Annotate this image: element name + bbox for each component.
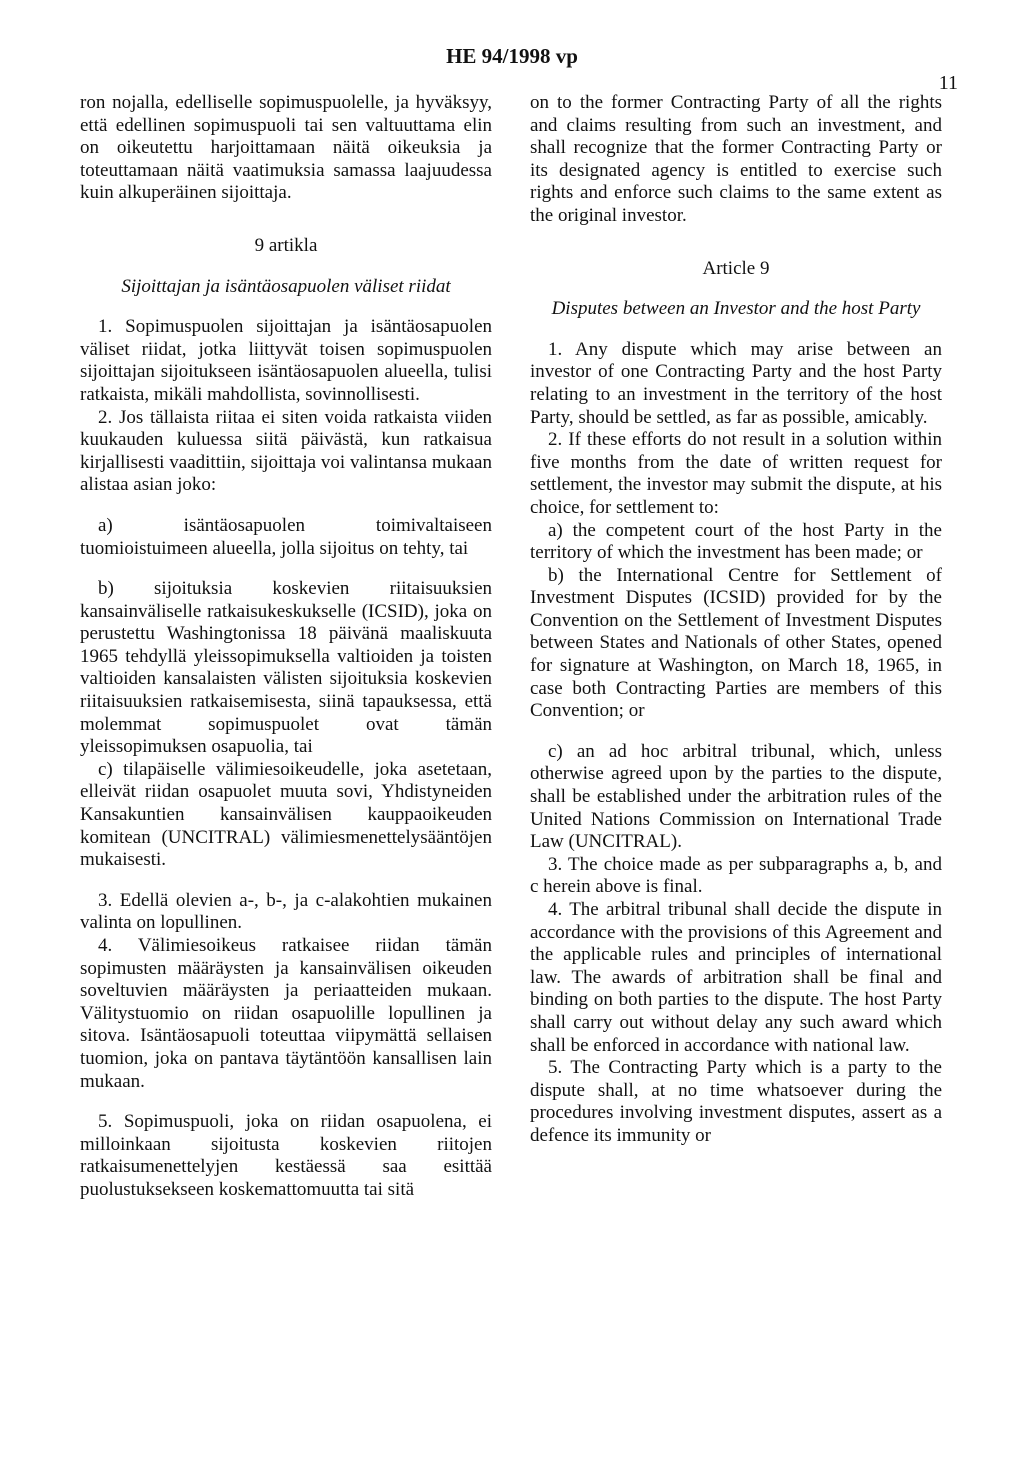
en-subparagraph-a: a) the competent court of the host Party in the territory of which the investment has been made; or bbox=[530, 519, 942, 564]
en-paragraph-3: 3. The choice made as per subparagraphs a, b, and c herein above is final. bbox=[530, 853, 942, 898]
english-column bbox=[530, 92, 942, 1148]
en-paragraph-4: 4. The arbitral tribunal shall decide the dispute in accordance with the provisions of this Agreement and the applicable rules and principles of international law. The awards of arbitration shall be final and binding on both parties to the dispute. The host Party shall carry out without delay any such award which shall be enforced in accordance with national law. bbox=[530, 899, 942, 1056]
page-number: 11 bbox=[938, 72, 958, 94]
en-paragraph-1: 1. Any dispute which may arise between an investor of one Contracting Party and the host Party relating to an investment in the territory of the host Party, should be settled, as far as possible, amicably. bbox=[530, 338, 942, 428]
fi-subparagraph-b: b) sijoituksia koskevien riitaisuuksien kansainväliselle ratkaisukeskukselle (ICSID), joka on perustettu Washingtonissa 18 päivänä maaliskuuta 1965 tehdyllä yleissopimuksella valtioiden ja toisten valtioiden kansalaisten välisten sijoituksia koskevien riitaisuuksien ratkaisemisesta, siinä tapauksessa, että molemmat sopimuspuolet ovat tämän yleissopimuksen osapuolia, tai bbox=[80, 578, 492, 758]
en-subparagraph-b: b) the International Centre for Settlement of Investment Disputes (ICSID) provided for by the Convention on the Settlement of Investment Disputes between States and Nationals of other States, opened for signature at Washington, on March 18, 1965, in case both Contracting Parties are members of this Convention; or bbox=[530, 564, 942, 722]
fi-article-subheading: Sijoittajan ja isäntäosapuolen väliset riidat bbox=[121, 275, 451, 297]
fi-paragraph-4: 4. Välimiesoikeus ratkaisee riidan tämän sopimusten määräysten ja kansainvälisen oikeuden soveltuvien määräysten ja periaatteiden mukaan. Välitystuomio on riidan osapuolille lopullinen ja sitova. Isäntäosapuoli toteuttaa viipymättä sellaisen tuomion, joka on pantava täytäntöön kansallisen lain mukaan. bbox=[80, 935, 492, 1092]
fi-intro-paragraph: ron nojalla, edelliselle sopimuspuolelle, ja hyväksyy, että edellinen sopimuspuoli tai sen valtuuttama elin on oikeutettu harjoittamaan näitä oikeuksia ja toteuttamaan näitä vaatimuksia samassa laajuudessa kuin alkuperäinen sijoittaja. bbox=[80, 92, 492, 204]
finnish-column bbox=[80, 92, 492, 1202]
fi-subparagraph-a: a) isäntäosapuolen toimivaltaiseen tuomioistuimeen alueella, jolla sijoitus on tehty, tai bbox=[80, 514, 492, 559]
en-paragraph-5: 5. The Contracting Party which is a party to the dispute shall, at no time whatsoever during the procedures involving investment disputes, assert as a defence its immunity or bbox=[530, 1057, 942, 1146]
en-paragraph-2: 2. If these efforts do not result in a solution within five months from the date of written request for settlement, the investor may submit the dispute, at his choice, for settlement to: bbox=[530, 429, 942, 518]
en-article-subheading: Disputes between an Investor and the host Party bbox=[551, 298, 921, 320]
en-article-heading: Article 9 bbox=[702, 257, 770, 279]
fi-paragraph-1: 1. Sopimuspuolen sijoittajan ja isäntäosapuolen väliset riidat, jotka liittyvät toisen sopimuspuolen sijoittajan sijoitukseen isäntäosapuolen alueella, tulisi ratkaista, mikäli mahdollista, sovinnollisesti. bbox=[80, 316, 492, 405]
en-subparagraph-c: c) an ad hoc arbitral tribunal, which, unless otherwise agreed upon by the parties to the dispute, shall be established under the arbitration rules of the United Nations Commission on International Trade Law (UNCITRAL). bbox=[530, 740, 942, 853]
fi-paragraph-5: 5. Sopimuspuoli, joka on riidan osapuolena, ei milloinkaan sijoitusta koskevien riitojen ratkaisumenettelyjen kestäessä saa esittää puolustuksekseen koskemattomuutta tai sitä bbox=[80, 1111, 492, 1200]
fi-paragraph-2: 2. Jos tällaista riitaa ei siten voida ratkaista viiden kuukauden kuluessa siitä päivästä, kun ratkaisua kirjallisesti vaadittiin, sijoittaja voi valintansa mukaan alistaa asian joko: bbox=[80, 406, 492, 496]
page-header-title: HE 94/1998 vp bbox=[446, 44, 578, 68]
en-intro-paragraph: on to the former Contracting Party of all the rights and claims resulting from such an investment, and shall recognize that the former Contracting Party or its designated agency is entitled to exercise such rights and enforce such claims to the same extent as the original investor. bbox=[530, 92, 942, 226]
fi-subparagraph-c: c) tilapäiselle välimiesoikeudelle, joka asetetaan, elleivät riidan osapuolet muuta sovi, Yhdistyneiden Kansakuntien kansainvälisen kauppaoikeuden komitean (UNCITRAL) välimiesmenettelysääntöjen mukaisesti. bbox=[80, 758, 492, 871]
fi-paragraph-3: 3. Edellä olevien a-, b-, ja c-alakohtien mukainen valinta on lopullinen. bbox=[80, 889, 492, 934]
fi-article-heading: 9 artikla bbox=[254, 234, 318, 256]
